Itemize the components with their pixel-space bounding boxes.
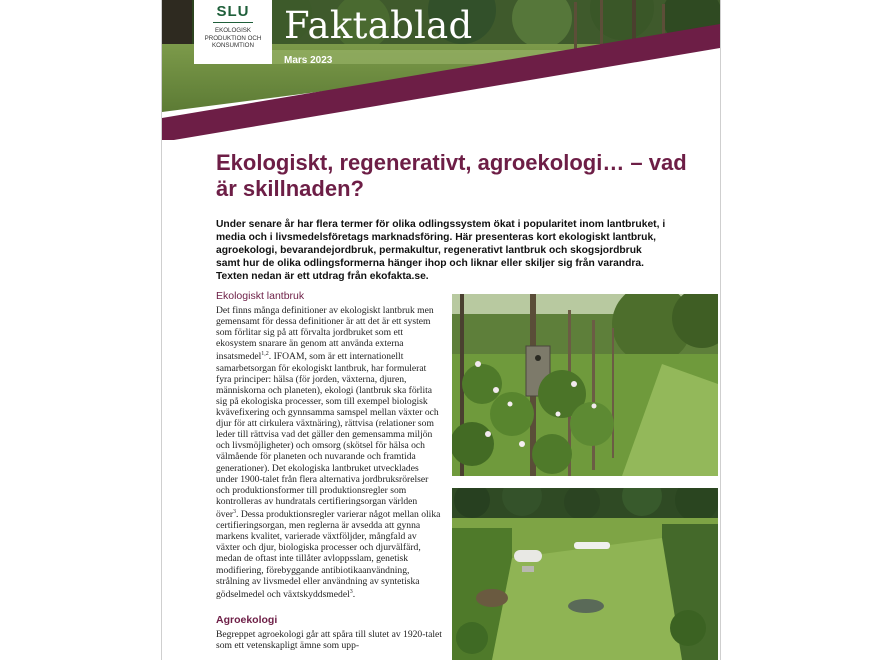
body-text-part: . Dessa produktionsregler varierar något mellan olika certifieringsorgan, men reglerna är avsedda att gynna markens kvalitet, varierade växtföljder, mångfald av växter och djur, biologiska processer och djurvälfärd, medan de oftast inte tillåter avloppsslam, genetisk modifiering, förebyggande antibiotikaanvändning, strålning av livsmedel eller användning av syntetiska gödselmedel och växtskyddsmedel bbox=[216, 509, 441, 600]
body-text-part: Det finns många definitioner av ekologiskt lantbruk men gemensamt för dessa definitioner är att det är ett system som förlitar sig på att förvalta jordbruket som ett ekosystem snarare än genom att använda externa insatsmedel bbox=[216, 305, 434, 363]
body-text-part: . bbox=[352, 588, 356, 600]
section-heading-ekologiskt: Ekologiskt lantbruk bbox=[216, 290, 305, 302]
section-body-agroekologi: Begreppet agroekologi går att spåra till slutet av 1920-talet som ett vetenskapligt ämne som upp- bbox=[216, 629, 442, 652]
article-intro: Under senare år har flera termer för olika odlingssystem ökat i popularitet inom lantbruket, i media och i livsmedelsföretags marknadsföring. Här presenteras kort ekologiskt lantbruk, agroekologi, bevarandejordbruk, permakultur, regenerativt lantbruk och skogsjordbruk samt hur de olika odlingsformerna hänger ihop och liknar eller skiljer sig från varandra. Texten nedan är ett utdrag från ekofakta.se. bbox=[216, 219, 666, 282]
logo-subtitle: EKOLOGISK PRODUKTION OCH KONSUMTION bbox=[204, 27, 262, 50]
header-photo bbox=[162, 0, 720, 140]
section-heading-agroekologi: Agroekologi bbox=[216, 614, 278, 626]
sheet-date: Mars 2023 bbox=[284, 55, 333, 66]
logo-divider bbox=[213, 22, 253, 23]
reference-marker: 1,2 bbox=[261, 351, 269, 358]
fact-sheet-page bbox=[161, 0, 721, 660]
orchard-photo bbox=[452, 294, 718, 476]
logo-name: SLU bbox=[216, 3, 250, 20]
body-text-part: . IFOAM, som är ett internationellt samarbetsorgan för ekologiskt lantbruk, har formulerat fyra principer: hälsa (för jorden, växterna, djuren, människorna och planeten), ekologi (lantbruk ska förlita sig på ekologiska processer, som till exempel biologisk kvävefixering och gynnsamma samspel mellan växter och djur för att cirkulera växtnäring), rättvisa (relationer som leder till rättvisa vad det gäller den gemensamma miljön och livsmöjligheter) och omsorg (skötsel för hälsa och välmående för planeten och nuvarande och framtida generationer). Det ekologiska lantbruket utvecklades under 1900-talet från flera alternativa jordbruksrörelser och produktionsformer till produktionsregler som kontrolleras av hundratals certifieringsorgan världen över bbox=[216, 351, 439, 521]
section-body-ekologiskt bbox=[216, 305, 442, 600]
sheet-title: Faktablad bbox=[284, 4, 473, 47]
text-column bbox=[216, 290, 442, 651]
article-title: Ekologiskt, regenerativt, agroekologi… – vad är skillnaden? bbox=[216, 150, 687, 201]
reference-marker: 3 bbox=[349, 588, 353, 595]
reference-marker: 3 bbox=[233, 508, 237, 515]
farm-aerial-photo bbox=[452, 488, 718, 660]
slu-logo bbox=[194, 0, 272, 64]
